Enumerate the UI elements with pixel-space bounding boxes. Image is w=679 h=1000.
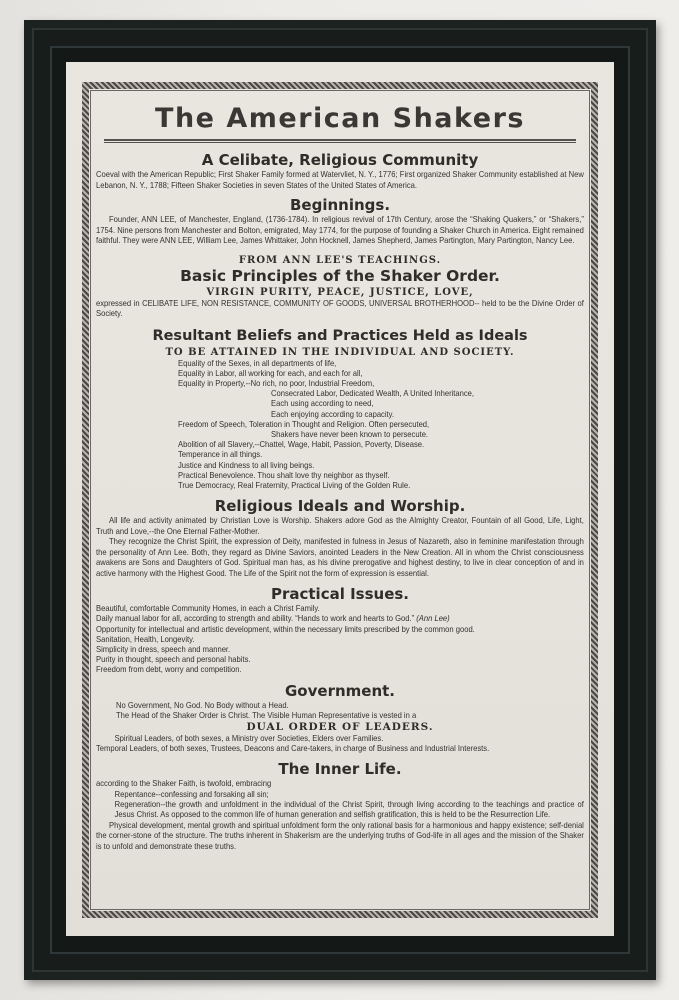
- leaders-lines: [96, 734, 584, 754]
- heading-beginnings: Beginnings.: [289, 196, 391, 214]
- poster-title: The American Shakers: [155, 103, 525, 134]
- belief-item: Equality in Labor, all working for each, and each for all,: [178, 368, 363, 378]
- belief-item: Practical Benevolence. Thou shalt love thy neighbor as thyself.: [178, 470, 390, 480]
- heading-practical: Practical Issues.: [270, 585, 409, 604]
- practical-item: Purity in thought, speech and personal habits.: [96, 655, 251, 665]
- worship-para-2: They recognize the Christ Spirit, the expression of Deity, manifested in fulness in Jesus of Nazareth, also in feminine manifestation through the personality of Ann Lee. Both, they regard as Divine Saviors, anointed Leaders in the New Creation. All in whom the Christ consciousness awakens are Sons and Daughters of God. Spiritual man has, as his divine prerogative and highest destiny, to live in clear conception of and in active harmony with the Highest Good. The Life of the Spirit not the form of expression is essential.: [96, 537, 584, 578]
- belief-item: Equality in Property,--No rich, no poor, Industrial Freedom,: [178, 378, 375, 388]
- principles-body: expressed in CELIBATE LIFE, NON RESISTANCE, COMMUNITY OF GOODS, UNIVERSAL BROTHERHOOD-- held to be the Divine Order of Society.: [96, 298, 584, 318]
- belief-item: Abolition of all Slavery,--Chattel, Wage, Habit, Passion, Poverty, Disease.: [178, 440, 425, 450]
- subheading-beliefs: TO BE ATTAINED IN THE INDIVIDUAL AND SOCIETY.: [165, 346, 515, 358]
- practical-list: [96, 604, 584, 675]
- subheading-virtues: VIRGIN PURITY, PEACE, JUSTICE, LOVE,: [206, 286, 474, 298]
- practical-item: Sanitation, Health, Longevity.: [96, 634, 195, 644]
- beliefs-list: [178, 359, 584, 492]
- belief-item: Justice and Kindness to all living beings.: [178, 460, 315, 470]
- belief-item: Equality of the Sexes, in all departments of life,: [178, 358, 337, 368]
- belief-item: Each enjoying according to capacity.: [271, 409, 395, 419]
- attribution-ann-lee: (Ann Lee): [416, 614, 450, 624]
- inner-life-regeneration: Regeneration--the growth and unfoldment in the individual of the Christ Spirit, through living according to the teachings and practice of Jesus Christ. As opposed to the common life of human generation and selfish gratification, this is held to be the Resurrection Life.: [114, 799, 584, 820]
- practical-item: Opportunity for intellectual and artistic development, within the necessary limits prescribed by the common good.: [96, 624, 475, 634]
- belief-item: Shakers have never been known to persecute.: [271, 429, 429, 439]
- kicker-teachings: FROM ANN LEE'S TEACHINGS.: [238, 254, 442, 266]
- practical-item-text: Daily manual labor for all, according to strength and ability. “Hands to work and hearts to God.”: [96, 614, 415, 624]
- belief-item: Consecrated Labor, Dedicated Wealth, A United Inheritance,: [271, 389, 475, 399]
- heading-inner-life: The Inner Life.: [278, 760, 402, 779]
- government-line: The Head of the Shaker Order is Christ. The Visible Human Representative is vested in a: [116, 710, 417, 720]
- poster-content: [96, 96, 584, 852]
- inner-life-lines: [96, 779, 584, 799]
- practical-item: Beautiful, comfortable Community Homes, in each a Christ Family.: [96, 604, 320, 614]
- inner-life-repentance: Repentance--confessing and forsaking all sin;: [114, 789, 269, 799]
- practical-item: [96, 614, 550, 624]
- heading-celibate: A Celibate, Religious Community: [201, 151, 479, 169]
- beginnings-body: Founder, ANN LEE, of Manchester, England, (1736-1784). In religious revival of 17th Century, arose the “Shaking Quakers,” or “Shakers,” 1754. Nine persons from Manchester and Bolton, emigrated, May 1774, for the purpose of founding a Shaker Church in America. Eight remained faithful. They were ANN LEE, William Lee, James Whittaker, John Hocknell, James Shepherd, James Partington, Mary Partington, Nancy Lee.: [96, 215, 584, 245]
- government-lines: [116, 701, 584, 721]
- belief-item: True Democracy, Real Fraternity, Practical Living of the Golden Rule.: [178, 480, 411, 490]
- government-line: Spiritual Leaders, of both sexes, a Ministry over Societies, Elders over Families.: [114, 733, 384, 743]
- practical-item: Simplicity in dress, speech and manner.: [96, 644, 231, 654]
- heading-government: Government.: [285, 681, 395, 700]
- heading-principles: Basic Principles of the Shaker Order.: [180, 266, 500, 285]
- belief-item: Freedom of Speech, Toleration in Thought and Religion. Often persecuted,: [178, 419, 430, 429]
- inner-life-closing: Physical development, mental growth and spiritual unfoldment form the only rational basis for a harmonious and happy existence; self-denial the corner-stone of the structure. The truths inherent in Shakerism are the underlying truths of God-life in all ages and the mission of the Shaker is to unfold and demonstrate these truths.: [96, 820, 584, 851]
- practical-item: Freedom from debt, worry and competition.: [96, 665, 242, 675]
- government-line: Temporal Leaders, of both sexes, Trustees, Deacons and Care-takers, in charge of Business and Industrial Interests.: [96, 744, 490, 754]
- belief-item: Each using according to need,: [271, 399, 374, 409]
- worship-para-1: All life and activity animated by Christian Love is Worship. Shakers adore God as the Almighty Creator, Fountain of all Good, Life, Light, Truth and Love,--the One Eternal Father-Mother.: [96, 516, 584, 536]
- inner-life-intro: according to the Shaker Faith, is twofold, embracing: [96, 779, 272, 789]
- celibate-body: Coeval with the American Republic; First Shaker Family formed at Watervliet, N. Y., 1776; First organized Shaker Community established at New Lebanon, N. Y., 1788; Fifteen Shaker Societies in seven States of the United States of America.: [96, 170, 584, 190]
- heading-worship: Religious Ideals and Worship.: [214, 497, 466, 516]
- subheading-dual-order: DUAL ORDER OF LEADERS.: [246, 720, 434, 733]
- belief-item: Temperance in all things.: [178, 450, 263, 460]
- government-line: No Government, No God. No Body without a Head.: [116, 700, 289, 710]
- heading-beliefs: Resultant Beliefs and Practices Held as Ideals: [152, 327, 528, 344]
